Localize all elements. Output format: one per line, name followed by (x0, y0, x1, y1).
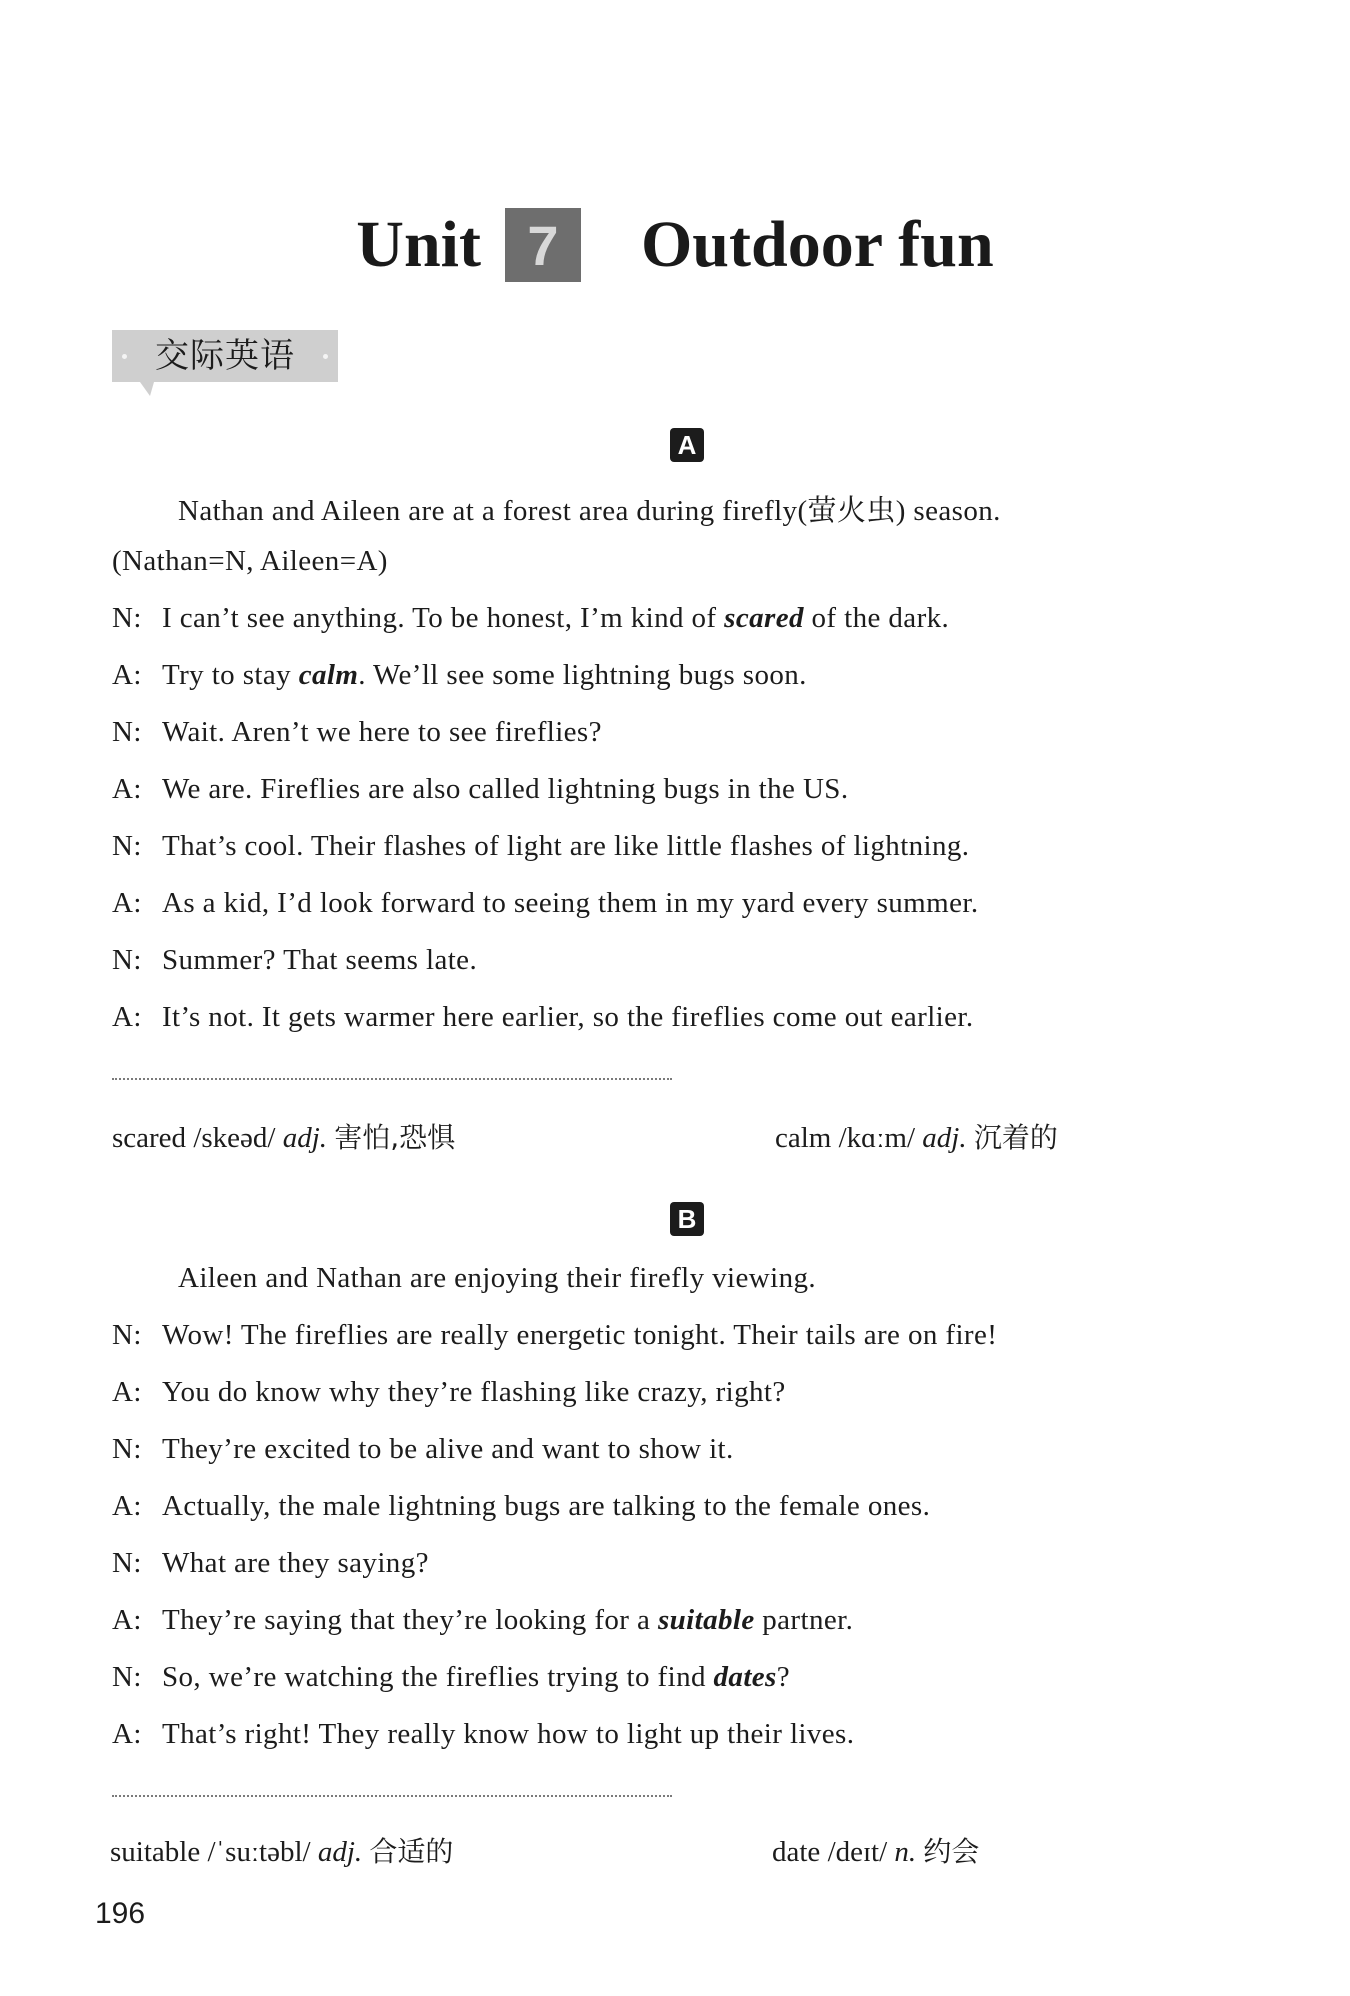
line-text-end: ? (776, 1661, 791, 1693)
vocab-word: calm (775, 1122, 832, 1154)
vocab-item (112, 1116, 455, 1156)
line-text-end: . We’ll see some lightning bugs soon. (358, 659, 807, 691)
keyword: calm (298, 659, 359, 691)
line-text: That’s right! They really know how to light up their lives. (162, 1718, 855, 1750)
line-text: Wow! The fireflies are really energetic tonight. Their tails are on fire! (162, 1319, 998, 1351)
dialogue-a-intro: Nathan and Aileen are at a forest area during firefly(萤火虫) season. (178, 495, 1001, 527)
dialogue-a-badge: A (670, 428, 704, 462)
speaker: N: (112, 716, 142, 748)
keyword: suitable (657, 1604, 755, 1636)
dialogue-line (112, 602, 949, 635)
vocab-meaning: 约会 (923, 1835, 980, 1868)
line-text: It’s not. It gets warmer here earlier, so the fireflies come out earlier. (162, 1001, 974, 1033)
dialogue-b-intro: Aileen and Nathan are enjoying their firefly viewing. (178, 1262, 817, 1294)
dialogue-line (112, 1433, 734, 1466)
vocab-pos: adj. (317, 1836, 363, 1868)
speaker: N: (112, 1547, 142, 1579)
keyword: scared (724, 602, 804, 634)
dialogue-line (112, 1376, 786, 1409)
speaker: N: (112, 1433, 142, 1465)
divider-a (112, 1078, 672, 1080)
unit-number-box: 7 (505, 208, 581, 282)
vocab-word: suitable (110, 1836, 201, 1868)
line-text: They’re saying that they’re looking for a (162, 1604, 658, 1636)
line-text: Wait. Aren’t we here to see fireflies? (162, 716, 602, 748)
speaker: A: (112, 659, 142, 691)
tag-tail (140, 382, 154, 396)
line-text: Actually, the male lightning bugs are talking to the female ones. (162, 1490, 931, 1522)
speaker: N: (112, 830, 142, 862)
vocab-ipa: /ˈsuːtəbl/ (207, 1836, 311, 1868)
speaker: N: (112, 1661, 142, 1693)
tag-dot-left (122, 354, 127, 359)
unit-word: Unit (356, 208, 481, 281)
dialogue-line (112, 887, 978, 920)
line-text: They’re excited to be alive and want to show it. (162, 1433, 734, 1465)
tag-dot-right (323, 354, 328, 359)
keyword: dates (713, 1661, 777, 1693)
vocab-meaning: 沉着的 (973, 1121, 1058, 1154)
line-text: Summer? That seems late. (162, 944, 478, 976)
line-text: As a kid, I’d look forward to seeing them in my yard every summer. (162, 887, 979, 919)
speaker: A: (112, 1376, 142, 1408)
dialogue-line (112, 1490, 930, 1523)
dialogue-line (112, 1001, 974, 1034)
dialogue-line (112, 830, 969, 863)
dialogue-line (112, 659, 807, 692)
divider-b (112, 1795, 672, 1797)
vocab-meaning: 合适的 (369, 1835, 454, 1868)
line-text-end: partner. (754, 1604, 854, 1636)
vocab-item (775, 1116, 1058, 1156)
dialogue-a-cast: (Nathan=N, Aileen=A) (112, 545, 388, 577)
speaker: A: (112, 1718, 142, 1750)
speaker: N: (112, 602, 142, 634)
speaker: N: (112, 944, 142, 976)
line-text: So, we’re watching the fireflies trying to find (162, 1661, 714, 1693)
speaker: N: (112, 1319, 142, 1351)
speaker: A: (112, 1604, 142, 1636)
vocab-ipa: /kɑːm/ (838, 1122, 916, 1154)
section-tag-label: 交际英语 (155, 336, 295, 376)
speaker: A: (112, 1001, 142, 1033)
vocab-pos: adj. (922, 1122, 967, 1154)
unit-title-text: Outdoor fun (640, 208, 994, 281)
vocab-pos: adj. (282, 1122, 328, 1154)
line-text-end: of the dark. (803, 602, 950, 634)
vocab-item (110, 1830, 453, 1870)
vocab-word: date (772, 1836, 821, 1868)
unit-title (0, 200, 1350, 290)
page-number: 196 (95, 1897, 146, 1930)
dialogue-line (112, 773, 848, 806)
dialogue-b-badge: B (670, 1202, 704, 1236)
line-text: Try to stay (162, 659, 299, 691)
section-tag (112, 330, 338, 382)
dialogue-line (112, 1319, 997, 1352)
line-text: You do know why they’re flashing like crazy, right? (162, 1376, 786, 1408)
dialogue-line (112, 944, 477, 977)
vocab-meaning: 害怕,恐惧 (334, 1121, 456, 1154)
dialogue-line (112, 1604, 853, 1637)
dialogue-line (112, 1661, 790, 1694)
speaker: A: (112, 887, 142, 919)
dialogue-line (112, 1547, 429, 1580)
dialogue-line (112, 716, 602, 749)
speaker: A: (112, 1490, 142, 1522)
line-text: What are they saying? (162, 1547, 429, 1579)
line-text: I can’t see anything. To be honest, I’m kind of (162, 602, 725, 634)
vocab-item (772, 1830, 979, 1870)
vocab-pos: n. (894, 1836, 917, 1868)
vocab-ipa: /skeəd/ (193, 1122, 276, 1154)
vocab-ipa: /deɪt/ (827, 1836, 888, 1868)
line-text: We are. Fireflies are also called lightning bugs in the US. (162, 773, 849, 805)
speaker: A: (112, 773, 142, 805)
dialogue-line (112, 1718, 854, 1751)
vocab-word: scared (112, 1122, 187, 1154)
line-text: That’s cool. Their flashes of light are like little flashes of lightning. (162, 830, 970, 862)
